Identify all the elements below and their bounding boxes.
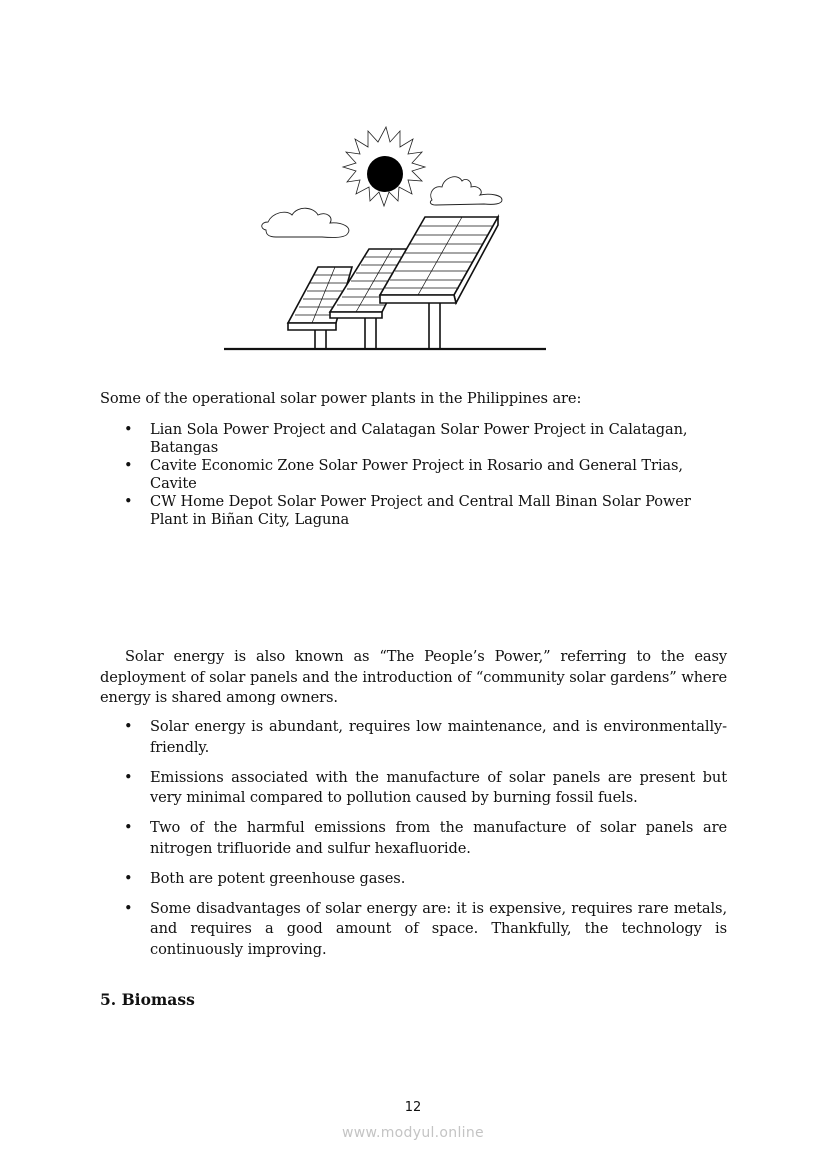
bullet: • [124,493,133,510]
list-item [100,493,727,529]
list-item [100,717,727,758]
bullet: • [124,869,133,887]
list-item-text: Solar energy is abundant, requires low maintenance, and is environmentally-friendly. [150,718,727,756]
watermark: www.modyul.online [342,1125,484,1141]
list-item-text: Plant in Biñan City, Laguna [150,511,350,528]
section-heading: 5. Biomass [100,990,195,1009]
list-item-text: Two of the harmful emissions from the manufacture of solar panels are nitrogen trifluoride and sulfur hexafluoride. [150,819,727,857]
page-number: 12 [404,1100,422,1115]
list-item-text: Lian Sola Power Project and Calatagan Solar Power Project in Calatagan, [150,421,688,438]
bullet: • [124,421,133,438]
cloud-icon [262,208,349,237]
solar-facts-list [100,717,727,970]
cloud-icon [430,177,502,205]
peoples-power-paragraph: Solar energy is also known as “The People’s Power,” referring to the easy deployment of solar panels and the introduction of “community solar gardens” where energy is shared among owners. [100,648,727,706]
list-item-text: Some disadvantages of solar energy are: it is expensive, requires rare metals, and requires a good amount of space. Thankfully, the technology is continuously improving. [150,899,727,958]
bullet: • [124,768,133,786]
list-item-text: Cavite Economic Zone Solar Power Project in Rosario and General Trias, [150,457,683,474]
list-item [100,768,727,809]
list-item [100,899,727,961]
list-item [100,421,727,457]
bullet: • [124,819,133,836]
list-item-text: Emissions associated with the manufacture of solar panels are present but very minimal compared to pollution caused by burning fossil fuels. [150,768,727,806]
list-item-text: CW Home Depot Solar Power Project and Central Mall Binan Solar Power [150,493,691,510]
intro-text: Some of the operational solar power plants in the Philippines are: [100,390,582,407]
list-item [100,869,727,890]
solar-illustration [222,125,548,353]
bullet: • [124,718,133,735]
list-item [100,457,727,493]
list-item [100,818,727,859]
sun-icon [343,127,425,206]
bullet: • [124,899,133,917]
list-item-text: Cavite [150,475,197,492]
solar-plants-list [100,421,727,529]
list-item-text: Both are potent greenhouse gases. [150,869,406,887]
bullet: • [124,457,133,474]
list-item-text: Batangas [150,439,219,456]
